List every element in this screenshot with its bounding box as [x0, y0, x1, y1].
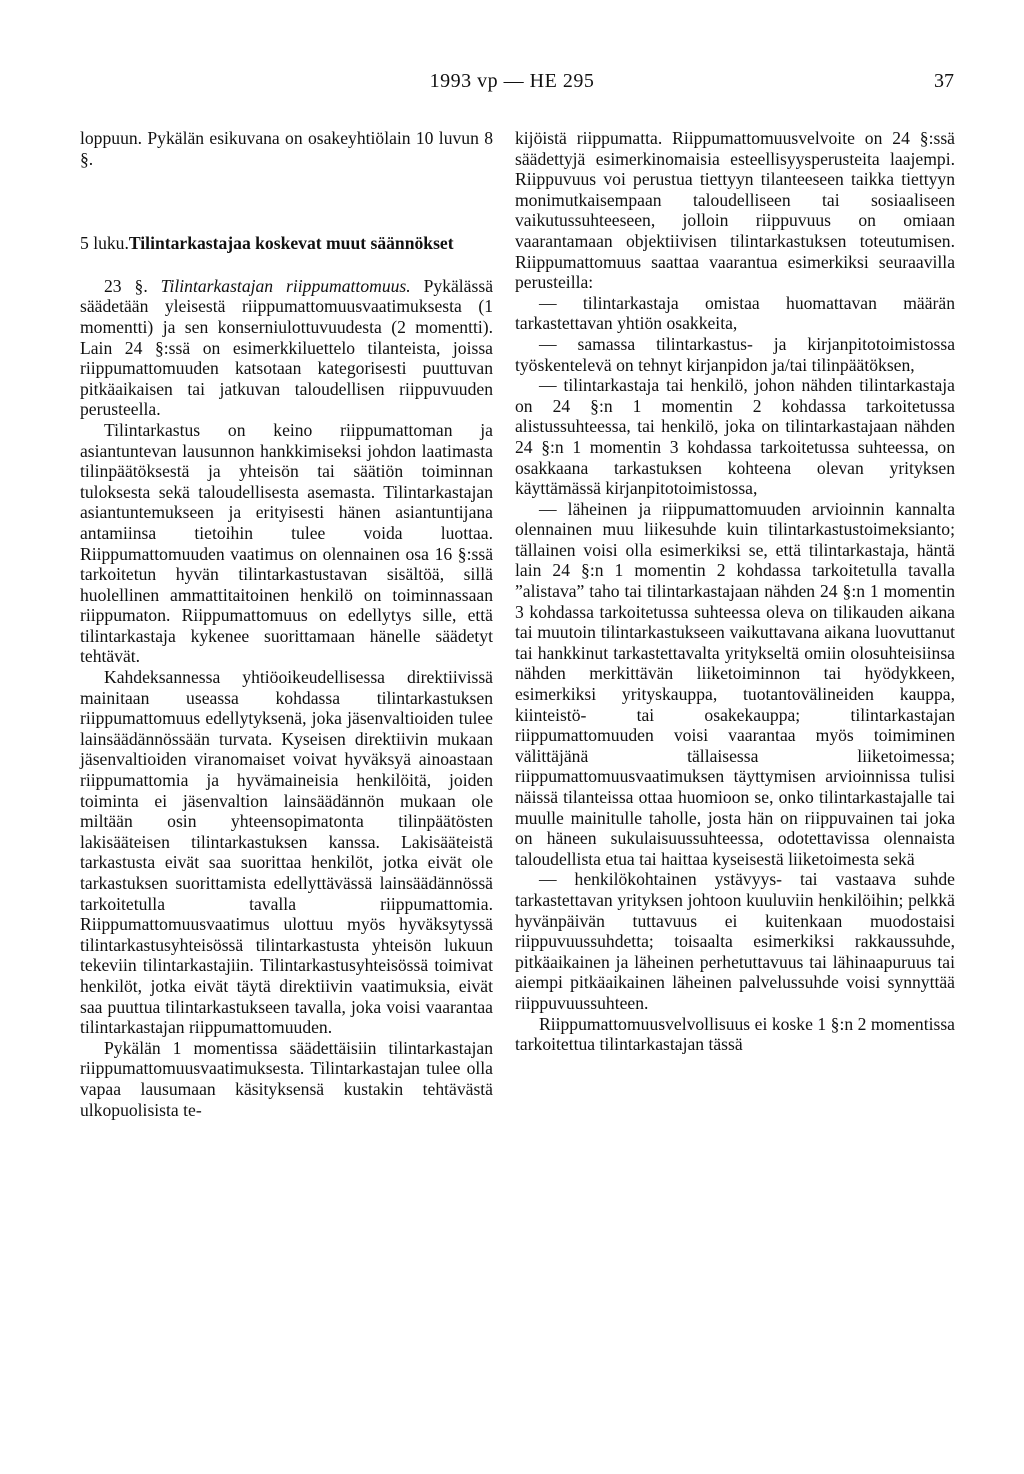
section-text: Pykälässä säädetään yleisestä riippumattomuusvaatimuksesta (1 momentti) ja sen konserniulottuvuudesta (2 momentti). Lain 24 §:ssä on esimerkkiluettelo tilanteista, joissa riippumattomuuden katsotaan kategorisesti puuttuvan pitkäaikaisen tai jatkuvan taloudellisen riippuvuuden perusteella.	[80, 275, 493, 420]
list-item: — henkilökohtainen ystävyys- tai vastaava suhde tarkastettavan yrityksen johtoon kuuluviin henkilöihin; pelkkä hyvänpäivän tuttavuus ei kuitenkaan muodostaisi riippuvuussuhdetta; toisaalta esimerkiksi rakkaussuhde, pitkäaikainen ja läheinen perhetuttavuus tai lähinaapuruus tai aiempi pitkäaikainen läheinen palvelussuhde voisi synnyttää riippuvuussuhteen.	[515, 869, 955, 1013]
page-header	[0, 70, 1024, 100]
section-title: Tilintarkastajan riippumattomuus.	[160, 275, 411, 296]
paragraph-continuation: loppuun. Pykälän esikuvana on osakeyhtiölain 10 luvun 8 §.	[80, 128, 493, 169]
paragraph: Kahdeksannessa yhtiöoikeudellisessa direktiivissä mainitaan useassa kohdassa tilintarkastuksen riippumattomuus edellytyksenä, joka jäsenvaltioiden tulee lainsäädännössään turvata. Kyseisen direktiivin mukaan jäsenvaltioiden viranomaiset voivat hyväksyä ainoastaan riippumattomia ja hyvämaineisia henkilöitä, joiden toiminta ei jäsenvaltion lainsäädännön mukaan ole miltään osin yhteensopimatonta tilinpäätösten lakisääteisen tilintarkastuksen kanssa. Lakisääteistä tarkastusta eivät saa suorittaa henkilöt, jotka eivät ole tarkastuksen suorittamista edellyttävässä lainsäädännössä tarkoitetulla tavalla riippumattomia. Riippumattomuusvaatimus ulottuu myös hyväksytyssä tilintarkastusyhteisössä tilintarkastusta yhteisön lukuun tekeviin tilintarkastajiin. Tilintarkastusyhteisössä toimivat henkilöt, jotka eivät täytä direktiivin vaatimuksia, eivät saa puuttua tilintarkastukseen tavalla, joka voisi vaarantaa tilintarkastajan riippumattomuuden.	[80, 667, 493, 1038]
list-item: — samassa tilintarkastus- ja kirjanpitotoimistossa työskentelevä on tehnyt kirjanpidon ja/tai tilinpäätöksen,	[515, 333, 955, 375]
chapter-title	[129, 233, 454, 254]
list-item: — tilintarkastaja omistaa huomattavan määrän tarkastettavan yhtiön osakkeita,	[515, 292, 955, 334]
chapter-title-text: Tilintarkastajaa koskevat muut säännökset	[128, 233, 454, 254]
running-title: 1993 vp — HE 295	[429, 70, 595, 92]
paragraph: Pykälän 1 momentissa säädettäisiin tilintarkastajan riippumattomuusvaatimuksesta. Tilintarkastajan tulee olla vapaa lausumaan käsityksensä kustakin tehtävästä ulkopuolisista te-	[80, 1037, 493, 1120]
left-column	[80, 128, 493, 1120]
page-number: 37	[934, 70, 954, 92]
chapter-number: 5 luku.	[80, 233, 129, 254]
list-item: — tilintarkastaja tai henkilö, johon nähden tilintarkastaja on 24 §:n 1 momentin 2 kohdassa tarkoitetussa alistussuhteessa, tai henkilö, joka on tilintarkastajaan nähden 24 §:n 1 momentin 3 kohdassa tarkoitetussa suhteessa, on osakkaana tarkastuksen kohteena olevan yrityksen käyttämässä kirjanpitotoimistossa,	[515, 375, 955, 499]
list-item: — läheinen ja riippumattomuuden arvioinnin kannalta olennainen muu liikesuhde kuin tilintarkastustoimeksianto; tällainen voisi olla esimerkiksi se, että tilintarkastaja, häntä lain 24 §:n 1 momentin 2 kohdassa tarkoitetulla tavalla ”alistava” taho tai tilintarkastajaan nähden 24 §:n 1 momentin 3 kohdassa tarkoitetussa suhteessa oleva on tilikauden aikana tai muutoin tilintarkastukseen vaikuttavana aikana luovuttanut tai hankkinut tarkastettavalta yritykseltä omiin olosuhteisiinsa nähden merkittävän liiketoiminnon tai hyödykkeen, esimerkiksi yrityskauppa, tuotantovälineiden kauppa, kiinteistö- tai osakekauppa; tilintarkastajan riippumattomuuden voisi vaarantaa myös toimiminen välittäjänä tällaisessa liiketoimessa; riippumattomuusvaatimuksen täyttymisen arvioinnissa tulisi näissä tilanteissa ottaa huomioon se, onko tilintarkastajalle tai muulle mainitulle taholle, josta hän on riippuvainen tai joka on häneen sukulaisuussuhteessa, odotettavissa olennaista taloudellista etua tai haittaa kyseisestä liiketoimesta sekä	[515, 498, 955, 869]
section-number: 23 §.	[104, 275, 148, 296]
chapter-heading	[80, 233, 493, 254]
paragraph: Tilintarkastus on keino riippumattoman ja asiantuntevan lausunnon hankkimiseksi johdon laatimasta tilinpäätöksestä ja yhteisön tai säätiön toiminnan tuloksesta sekä taloudellisesta asemasta. Tilintarkastajan asiantuntemukseen ja erityisesti hänen asiantuntijana antamiinsa tietoihin tulee voida luottaa. Riippumattomuuden vaatimus on olennainen osa 16 §:ssä tarkoitetun hyvän tilintarkastustavan sisältöä, sillä huolellinen ammattitaitoinen henkilö on toiminnassaan riippumaton. Riippumattomuus on edellytys sille, että tilintarkastaja kykenee suorittamaan hänelle säädetyt tehtävät.	[80, 419, 493, 667]
right-column	[515, 128, 955, 1055]
paragraph: Riippumattomuusvelvollisuus ei koske 1 §:n 2 momentissa tarkoitettua tilintarkastajan tässä	[515, 1013, 955, 1055]
paragraph-continuation: kijöistä riippumatta. Riippumattomuusvelvoite on 24 §:ssä säädettyjä esimerkinomaisia esteellisyysperusteita laajempi. Riippuvuus voi perustua tiettyyn tilanteeseen taikka tiettyyn monimutkaisempaan taloudelliseen tai sosiaaliseen vaikutussuhteeseen, jolloin riippuvuus on omiaan vaarantamaan objektiivisen tilintarkastuksen toteutumisen. Riippumattomuus saattaa vaarantua esimerkiksi seuraavilla perusteilla:	[515, 128, 955, 293]
section-paragraph	[80, 276, 493, 420]
